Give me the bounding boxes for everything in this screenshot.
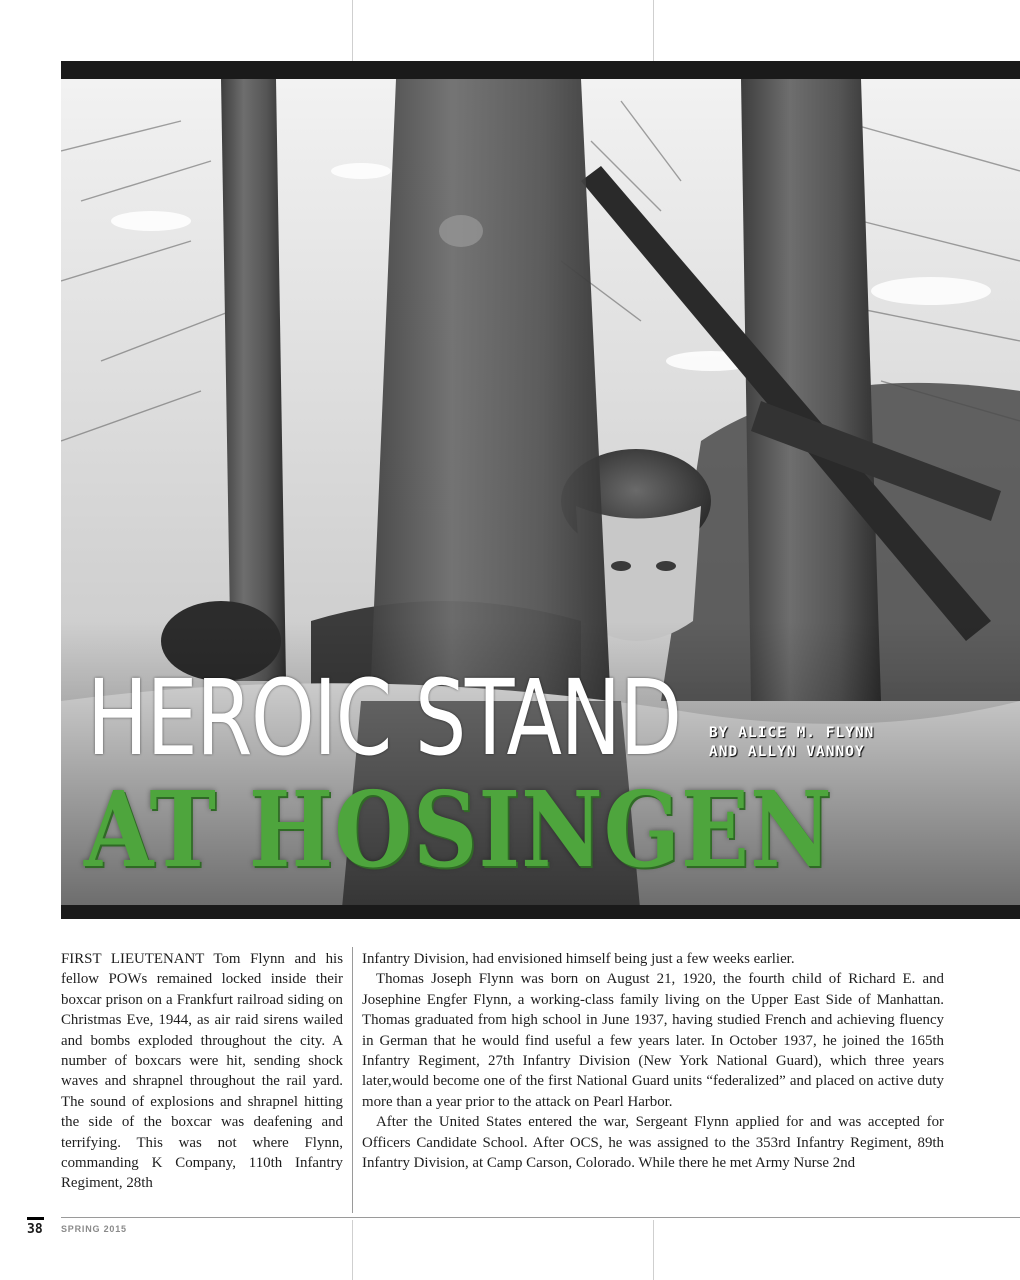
column-divider (352, 947, 353, 1213)
byline-line-1: BY ALICE M. FLYNN (709, 725, 875, 741)
paragraph: Infantry Division, had envisioned himself being just a few weeks earlier. (362, 951, 795, 967)
crop-guide (61, 1217, 1020, 1218)
body-column-2 (362, 949, 944, 1173)
issue-label: SPRING 2015 (61, 1224, 127, 1234)
crop-guide (352, 1220, 353, 1280)
paragraph: FIRST LIEUTENANT Tom Flynn and his fellow POWs remained locked inside their boxcar prison on a Frankfurt railroad siding on Christmas Eve, 1944, as air raid sirens wailed and bombs exploded throughout the city. A number of boxcars were hit, sending shock waves and shrapnel throughout the rail yard. The sound of explosions and shrapnel hitting the side of the boxcar was deafening and terrifying. This was not where Flynn, commanding K Company, 110th Infantry Regiment, 28th (61, 951, 343, 1192)
paragraph: After the United States entered the war, Sergeant Flynn applied for and was accepted for Officers Candidate School. After OCS, he was assigned to the 353rd Infantry Regiment, 89th Infantry Division, at Camp Carson, Colorado. While there he met Army Nurse 2nd (362, 1114, 944, 1172)
byline-line-2: AND ALLYN VANNOY (709, 744, 865, 760)
article-title-line-2: AT HOSINGEN (84, 768, 833, 891)
crop-guide (352, 0, 353, 61)
article-title-line-1: HEROIC STAND (87, 657, 681, 779)
crop-guide (653, 0, 654, 61)
page-number: 38 (27, 1222, 43, 1237)
byline (709, 724, 874, 762)
crop-guide (653, 1220, 654, 1280)
folio-bar (27, 1217, 44, 1220)
body-column-1 (61, 949, 343, 1194)
paragraph: Thomas Joseph Flynn was born on August 21, 1920, the fourth child of Richard E. and Josephine Engfer Flynn, a working-class family living on the Upper East Side of Manhattan. Thomas graduated from high school in June 1937, having studied French and achieving fluency in German that he would find useful a few years later. In October 1937, he joined the 165th Infantry Regiment, 27th Infantry Division (New York National Guard), which three years later,would become one of the first National Guard units “federalized” and placed on active duty more than a year prior to the attack on Pearl Harbor. (362, 971, 944, 1110)
